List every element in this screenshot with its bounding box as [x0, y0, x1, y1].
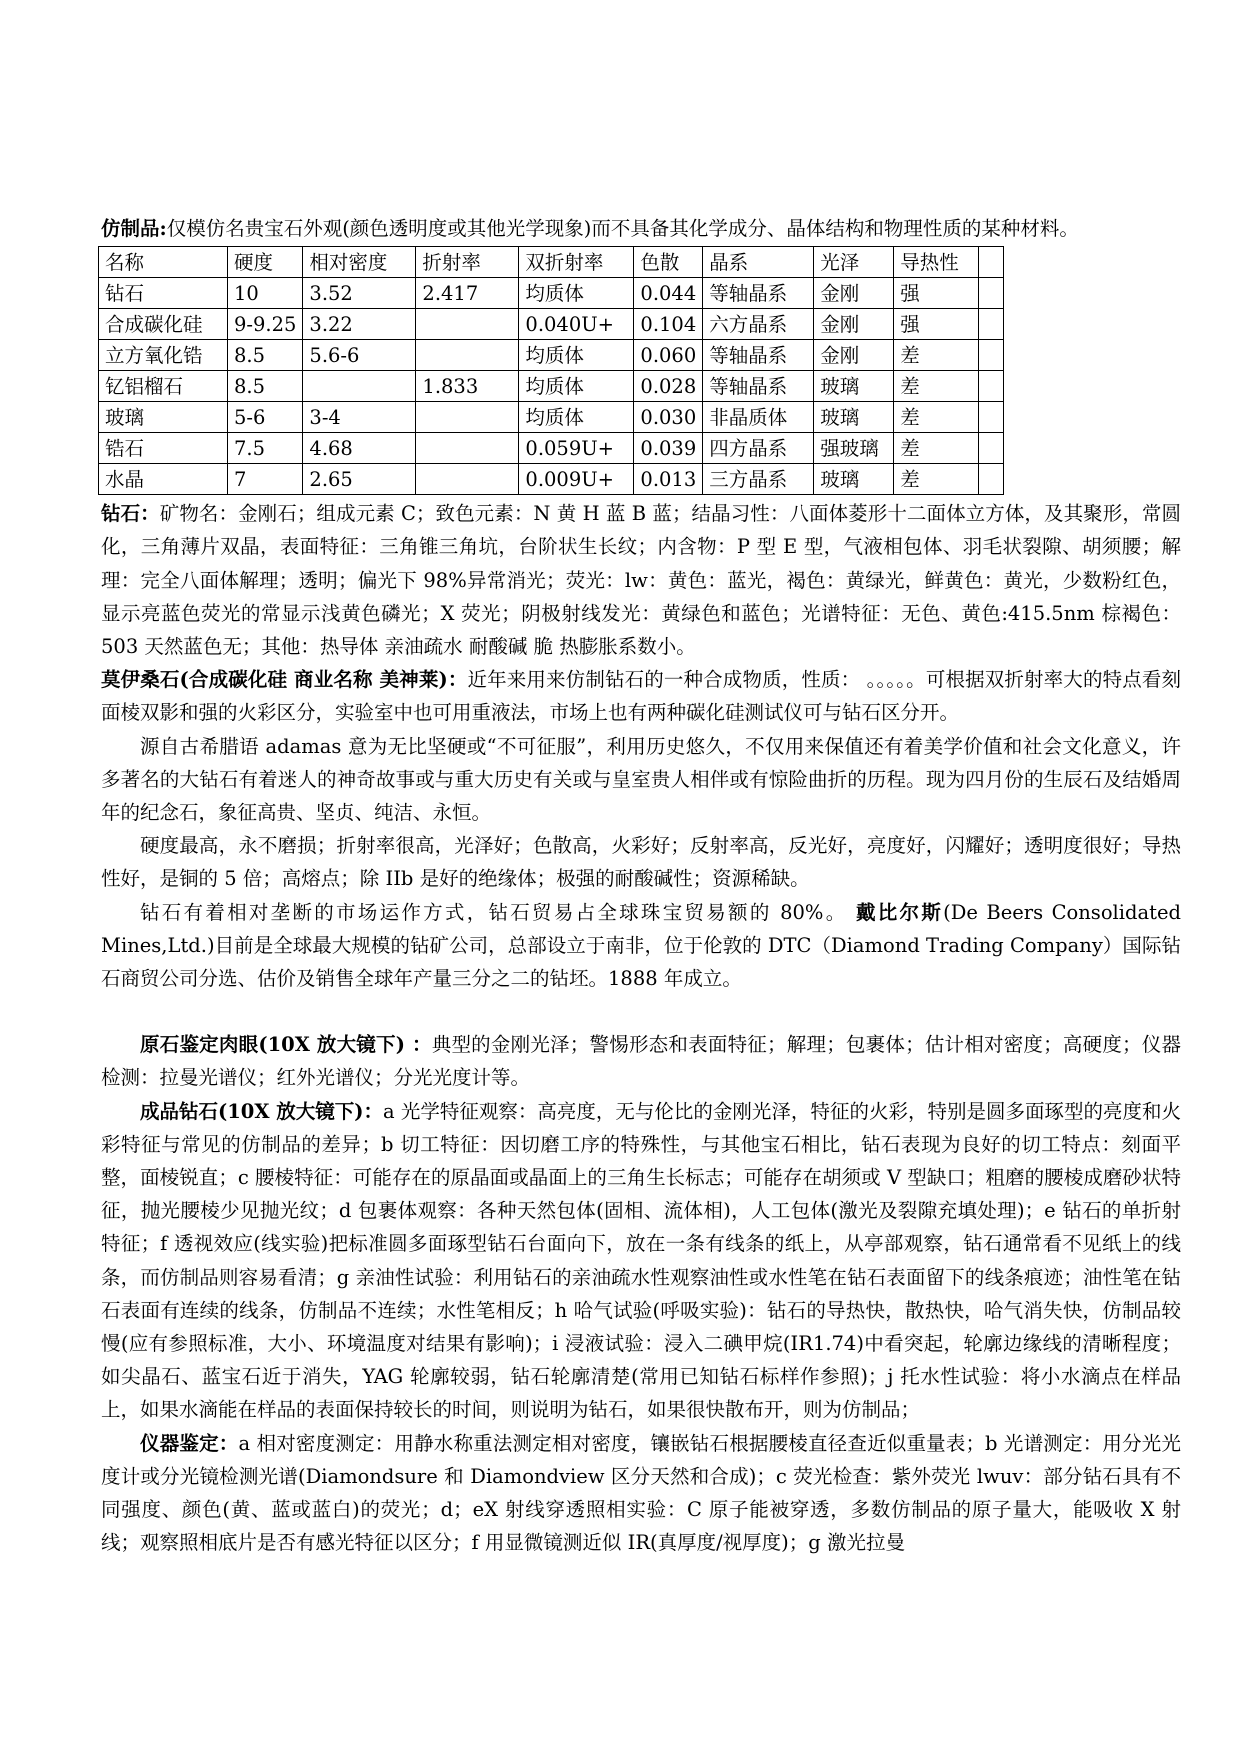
table-cell: 强玻璃: [814, 433, 894, 464]
table-cell: 水晶: [99, 464, 228, 495]
table-cell: 等轴晶系: [703, 278, 814, 309]
table-cell: 差: [894, 340, 979, 371]
table-row: [99, 402, 1004, 433]
table-cell: 7: [228, 464, 303, 495]
table-cell: 0.044: [634, 278, 703, 309]
table-cell: 7.5: [228, 433, 303, 464]
header-cell: 相对密度: [303, 247, 416, 278]
table-cell: 0.039: [634, 433, 703, 464]
instrument-text: a 相对密度测定：用静水称重法测定相对密度，镶嵌钻石根据腰棱直径查近似重量表；b 光谱测定：用分光光度计或分光镜检测光谱(Diamondsure 和 Diamondview 区分天然和合成)；c 荧光检查：紫外荧光 lwuv：部分钻石具有不同强度、颜色(黄、蓝或蓝白)的荧光；d；eX 射线穿透照相实验：C 原子能被穿透，多数仿制品的原子量大，能吸收 X 射线；观察照相底片是否有感光特征以区分；f 用显微镜测近似 IR(真厚度/视厚度)；g 激光拉曼: [101, 1431, 1181, 1555]
table-cell: 金刚: [814, 278, 894, 309]
table-cell: 玻璃: [814, 464, 894, 495]
imitation-properties-table: [98, 246, 1004, 495]
rough-label: 原石鉴定肉眼(10X 放大镜下) ：: [140, 1033, 432, 1057]
table-body: [99, 247, 1004, 495]
table-cell: 3.52: [303, 278, 416, 309]
table-cell: 均质体: [519, 402, 634, 433]
table-cell: [979, 464, 1004, 495]
instrument-identification-paragraph: [101, 1427, 1181, 1560]
table-cell: [979, 309, 1004, 340]
table-cell: 均质体: [519, 340, 634, 371]
table-cell: 等轴晶系: [703, 371, 814, 402]
table-cell: 非晶质体: [703, 402, 814, 433]
table-row: [99, 433, 1004, 464]
table-cell: 差: [894, 371, 979, 402]
table-row: [99, 371, 1004, 402]
table-cell: [979, 278, 1004, 309]
market-paragraph: [101, 896, 1181, 996]
table-cell: 均质体: [519, 278, 634, 309]
table-cell: 差: [894, 464, 979, 495]
table-cell: [416, 464, 519, 495]
table-cell: 2.417: [416, 278, 519, 309]
table-cell: [979, 433, 1004, 464]
header-cell: 双折射率: [519, 247, 634, 278]
market-text-after: (De Beers Consolidated Mines,Ltd.)目前是全球最大规模的钻矿公司，总部设立于南非，位于伦敦的 DTC（Diamond Trading Company）国际钻石商贸公司分选、估价及销售全球年产量三分之二的钻坯。1888 年成立。: [101, 900, 1181, 991]
finished-identification-paragraph: [101, 1095, 1181, 1427]
table-cell: [303, 371, 416, 402]
table-cell: 3-4: [303, 402, 416, 433]
table-cell: 玻璃: [814, 371, 894, 402]
table-cell: 10: [228, 278, 303, 309]
properties-paragraph: 硬度最高，永不磨损；折射率很高，光泽好；色散高，火彩好；反射率高，反光好，亮度好，闪耀好；透明度很好；导热性好，是铜的 5 倍；高熔点；除 IIb 是好的绝缘体；极强的耐酸碱性；资源稀缺。: [101, 834, 1181, 891]
table-cell: 0.009U+: [519, 464, 634, 495]
intro-paragraph: [101, 212, 1181, 245]
table-cell: 0.030: [634, 402, 703, 433]
intro-text: 仅模仿名贵宝石外观(颜色透明度或其他光学现象)而不具备其化学成分、晶体结构和物理性质的某种材料。: [166, 217, 1079, 240]
header-cell: [979, 247, 1004, 278]
table-cell: 5.6-6: [303, 340, 416, 371]
table-cell: [979, 340, 1004, 371]
header-cell: 硬度: [228, 247, 303, 278]
debeers-label: 戴比尔斯: [855, 900, 944, 924]
finished-text: a 光学特征观察：高亮度，无与伦比的金刚光泽，特征的火彩，特别是圆多面琢型的亮度和火彩特征与常见的仿制品的差异；b 切工特征：因切磨工序的特殊性，与其他宝石相比，钻石表现为良好的切工特点：刻面平整，面棱锐直；c 腰棱特征：可能存在的原晶面或晶面上的三角生长标志；可能存在胡须或 V 型缺口；粗磨的腰棱成磨砂状特征，抛光腰棱少见抛光纹；d 包裹体观察：各种天然包体(固相、流体相)，人工包体(激光及裂隙充填处理)；e 钻石的单折射特征；f 透视效应(线实验)把标准圆多面琢型钻石台面向下，放在一条有线条的纸上，从亭部观察，钻石通常看不见纸上的线条，而仿制品则容易看清；g 亲油性试验：利用钻石的亲油疏水性观察油性或水性笔在钻石表面留下的线条痕迹；油性笔在钻石表面有连续的线条，仿制品不连续；水性笔相反；h 哈气试验(呼吸实验)：钻石的导热快，散热快，哈气消失快，仿制品较慢(应有参照标准，大小、环境温度对结果有影响)；i 浸液试验：浸入二碘甲烷(IR1.74)中看突起，轮廓边缘线的清晰程度；如尖晶石、蓝宝石近于消失，YAG 轮廓较弱，钻石轮廓清楚(常用已知钻石标样作参照)；j 托水性试验：将小水滴点在样品上，如果水滴能在样品的表面保持较长的时间，则说明为钻石，如果很快散布开，则为仿制品；: [101, 1099, 1181, 1422]
table-cell: [416, 402, 519, 433]
table-cell: 合成碳化硅: [99, 309, 228, 340]
table-cell: 六方晶系: [703, 309, 814, 340]
moissanite-text: 近年来用来仿制钻石的一种合成物质，性质： 。。。。。可根据双折射率大的特点看刻面棱双影和强的火彩区分，实验室中也可用重液法，市场上也有两种碳化硅测试仪可与钻石区分开。: [101, 668, 1182, 725]
document-page: [101, 212, 1181, 1560]
table-cell: 强: [894, 278, 979, 309]
table-row: [99, 309, 1004, 340]
moissanite-paragraph: [101, 663, 1181, 729]
table-cell: 9-9.25: [228, 309, 303, 340]
diamond-paragraph: [101, 497, 1181, 663]
diamond-label: 钻石：: [101, 502, 160, 526]
table-cell: 三方晶系: [703, 464, 814, 495]
table-cell: 5-6: [228, 402, 303, 433]
table-cell: 钇铝榴石: [99, 371, 228, 402]
moissanite-label: 莫伊桑石(合成碳化硅 商业名称 美神莱)：: [101, 668, 468, 692]
table-cell: 0.060: [634, 340, 703, 371]
table-cell: [416, 309, 519, 340]
rough-text: 典型的金刚光泽；警惕形态和表面特征；解理；包裹体；估计相对密度；高硬度；仪器检测：拉曼光谱仪；红外光谱仪；分光光度计等。: [101, 1033, 1181, 1090]
table-cell: 3.22: [303, 309, 416, 340]
table-cell: 差: [894, 433, 979, 464]
header-cell: 光泽: [814, 247, 894, 278]
table-cell: 0.028: [634, 371, 703, 402]
table-cell: 金刚: [814, 340, 894, 371]
origin-paragraph: 源自古希腊语 adamas 意为无比坚硬或“不可征服”，利用历史悠久，不仅用来保值还有着美学价值和社会文化意义，许多著名的大钻石有着迷人的神奇故事或与重大历史有关或与皇室贵人相伴或有惊险曲折的历程。现为四月份的生辰石及结婚周年的纪念石，象征高贵、坚贞、纯洁、永恒。: [101, 734, 1181, 825]
instrument-label: 仪器鉴定：: [140, 1431, 239, 1455]
header-cell: 晶系: [703, 247, 814, 278]
finished-label: 成品钻石(10X 放大镜下)：: [140, 1099, 384, 1123]
table-header-row: [99, 247, 1004, 278]
table-cell: 8.5: [228, 371, 303, 402]
table-cell: 钻石: [99, 278, 228, 309]
table-row: [99, 340, 1004, 371]
table-row: [99, 464, 1004, 495]
table-cell: 玻璃: [99, 402, 228, 433]
table-cell: 差: [894, 402, 979, 433]
table-cell: 四方晶系: [703, 433, 814, 464]
table-cell: 强: [894, 309, 979, 340]
table-cell: [416, 433, 519, 464]
table-cell: [979, 402, 1004, 433]
table-cell: 2.65: [303, 464, 416, 495]
table-cell: 金刚: [814, 309, 894, 340]
table-cell: 0.013: [634, 464, 703, 495]
table-cell: 4.68: [303, 433, 416, 464]
table-cell: 玻璃: [814, 402, 894, 433]
blank-line: [101, 995, 1181, 1028]
table-cell: 0.104: [634, 309, 703, 340]
header-cell: 导热性: [894, 247, 979, 278]
table-cell: 锆石: [99, 433, 228, 464]
table-cell: 8.5: [228, 340, 303, 371]
header-cell: 折射率: [416, 247, 519, 278]
diamond-text: 矿物名：金刚石；组成元素 C；致色元素：N 黄 H 蓝 B 蓝；结晶习性：八面体菱形十二面体立方体，及其聚形，常圆化，三角薄片双晶，表面特征：三角锥三角坑，台阶状生长纹；内含物：P 型 E 型，气液相包体、羽毛状裂隙、胡须腰；解理：完全八面体解理；透明；偏光下 98%异常消光；荧光：lw：黄色：蓝光，褐色：黄绿光，鲜黄色：黄光，少数粉红色，显示亮蓝色荧光的常显示浅黄色磷光；X 荧光；阴极射线发光：黄绿色和蓝色；光谱特征：无色、黄色:415.5nm 棕褐色：503 天然蓝色无；其他：热导体 亲油疏水 耐酸碱 脆 热膨胀系数小。: [101, 502, 1181, 659]
intro-label: 仿制品:: [101, 217, 167, 240]
table-cell: 等轴晶系: [703, 340, 814, 371]
table-cell: 立方氧化锆: [99, 340, 228, 371]
table-cell: 均质体: [519, 371, 634, 402]
table-row: [99, 278, 1004, 309]
market-text-before: 钻石有着相对垄断的市场运作方式，钻石贸易占全球珠宝贸易额的 80%。: [140, 900, 848, 924]
table-cell: 0.040U+: [519, 309, 634, 340]
table-cell: 0.059U+: [519, 433, 634, 464]
rough-identification-paragraph: [101, 1028, 1181, 1094]
header-cell: 名称: [99, 247, 228, 278]
table-cell: [979, 371, 1004, 402]
header-cell: 色散: [634, 247, 703, 278]
table-cell: 1.833: [416, 371, 519, 402]
table-cell: [416, 340, 519, 371]
